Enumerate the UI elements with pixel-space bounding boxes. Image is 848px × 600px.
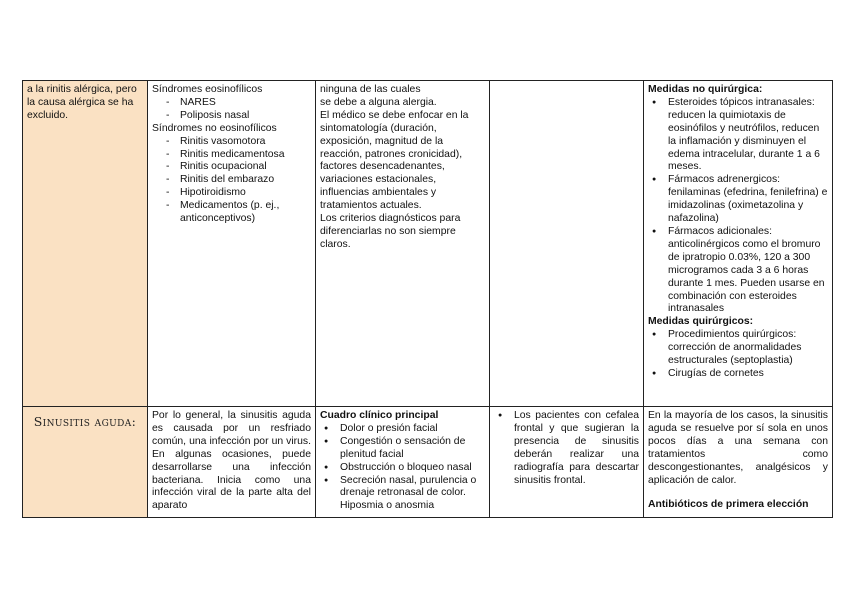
row1-classification-cell (148, 81, 316, 407)
row1-empty-cell (490, 81, 644, 407)
list-item: - Rinitis ocupacional (166, 161, 311, 174)
list-item: - Hipotiroidismo (166, 187, 311, 200)
list-item: - NARES (166, 97, 311, 110)
row1-condition-text: a la rinitis alérgica, pero la causa alérgica se ha excluido. (27, 84, 137, 121)
surgical-heading: Medidas quirúrgicos: (648, 316, 754, 328)
list-item: ● Esteroides tópicos intranasales: reducen la quimiotaxis de eosinófilos y neutrófilos, reducen la inflamación y disminuyen el edema intracelular, durante 1 a 6 meses. (668, 97, 828, 174)
list-item: - Rinitis vasomotora (166, 136, 311, 149)
list-item: ● Los pacientes con cefalea frontal y que sugieran la presencia de sinusitis deberán realizar una radiografía para descartar sinusitis frontal. (514, 410, 639, 487)
diagnosis-list (494, 410, 639, 487)
surgical-list (648, 329, 828, 381)
list-item: ● Congestión o sensación de plenitud facial (340, 436, 485, 462)
clinical-list (320, 423, 485, 513)
table-row (23, 407, 833, 518)
row1-treatment-cell (644, 81, 833, 407)
list-item: - Rinitis medicamentosa (166, 149, 311, 162)
diagnosis-paragraph: El médico se debe enfocar en la sintomatología (duración, exposición, magnitud de la reacción, patrones cronicidad), factores desencadenantes, variaciones estacionales, influencias ambientales y tratamientos actuales. (320, 109, 469, 212)
row1-condition-cell (23, 81, 148, 407)
condition-title: Sinusitis aguda: (33, 414, 137, 429)
non-surgical-list (648, 97, 828, 316)
clinical-table (22, 80, 833, 518)
table-row (23, 81, 833, 407)
clinical-heading: Cuadro clínico principal (320, 410, 439, 421)
non-surgical-heading: Medidas no quirúrgica: (648, 84, 763, 95)
list-item: ● Fármacos adicionales: anticolinérgicos como el bromuro de ipratropio 0.03%, 120 a 300 microgramos cada 3 a 6 horas durante 1 mes. Pueden usarse en combinación con esteroides intranasales (668, 226, 828, 316)
diagnosis-criteria: Los criterios diagnósticos para diferenciarlas no son siempre claros. (320, 213, 461, 250)
row2-diagnosis-cell (490, 407, 644, 518)
eosinophilic-list (152, 97, 311, 123)
list-item: ● Secreción nasal, purulencia o drenaje retronasal de color. Hiposmia o anosmia (340, 475, 485, 514)
row1-diagnosis-cell (316, 81, 490, 407)
row2-condition-cell (23, 407, 148, 518)
list-item: - Medicamentos (p. ej., anticonceptivos) (166, 200, 311, 226)
list-item: ● Procedimientos quirúrgicos: corrección de anormalidades estructurales (septoplastia) (668, 329, 828, 368)
row2-description-cell (148, 407, 316, 518)
eosinophilic-heading: Síndromes eosinofílicos (152, 84, 263, 95)
list-item: ● Dolor o presión facial (340, 423, 485, 436)
row2-treatment-cell (644, 407, 833, 518)
diagnosis-line-1: ninguna de las cuales (320, 84, 421, 95)
sinusitis-description: Por lo general, la sinusitis aguda es causada por un resfriado común, una infección por un virus. En algunas ocasiones, puede desarrollarse una infección bacteriana. Inicia como una infección viral de la parte alta del aparato (152, 410, 311, 512)
list-item: - Poliposis nasal (166, 110, 311, 123)
non-eosinophilic-list (152, 136, 311, 226)
row2-clinical-cell (316, 407, 490, 518)
list-item: - Rinitis del embarazo (166, 174, 311, 187)
treatment-paragraph: En la mayoría de los casos, la sinusitis aguda se resuelve por sí sola en unos pocos días a una semana con tratamientos como descongestionantes, analgésicos y aplicación de calor. (648, 410, 828, 486)
diagnosis-line-2: se debe a alguna alergia. (320, 96, 437, 108)
list-item: ● Obstrucción o bloqueo nasal (340, 462, 485, 475)
list-item: ● Cirugías de cornetes (668, 368, 828, 381)
list-item: ● Fármacos adrenergicos: fenilaminas (efedrina, fenilefrina) e imidazolinas (oximetazolina y nafazolina) (668, 174, 828, 226)
antibiotics-heading: Antibióticos de primera elección (648, 499, 809, 511)
non-eosinophilic-heading: Síndromes no eosinofílicos (152, 122, 277, 134)
